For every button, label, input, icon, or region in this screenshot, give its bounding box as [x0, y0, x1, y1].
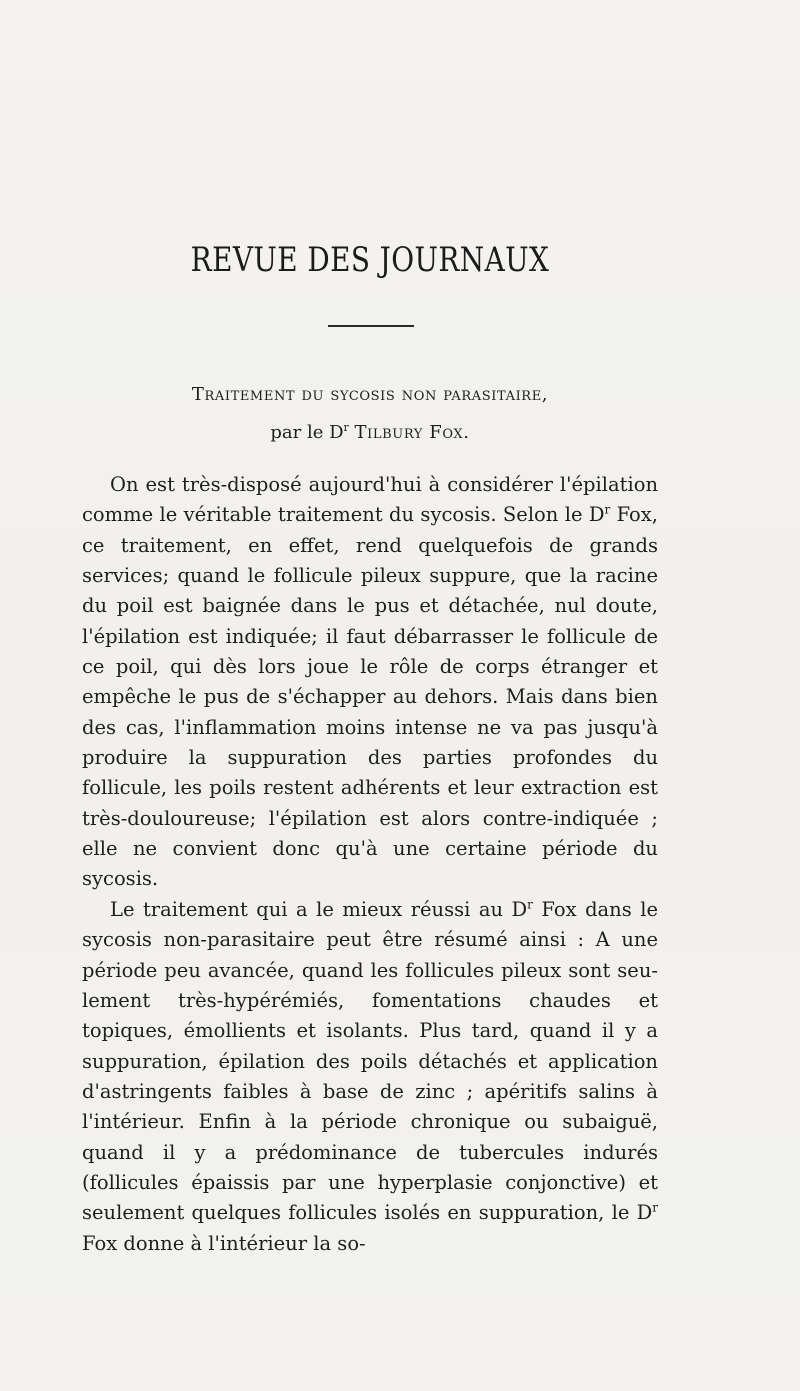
article-author-prefix: par le D	[270, 422, 344, 443]
superscript: r	[604, 502, 611, 517]
text-run: Fox donne à l'intérieur la so-	[82, 1231, 366, 1255]
article-author-name: Tilbury Fox.	[354, 422, 470, 443]
text-run: Fox dans le sycosis non-parasitaire peut être résumé ainsi : A une période peu avancée, quand les follicules pileux sont seulement très-hypérémiés, fomentations chaudes et topiques, émollients et isolants. Plus tard, quand il y a suppuration, épilation des poils détachés et application d'astringents faibles à base de zinc ; apéritifs salins à l'intérieur. Enfin à la période chronique ou subaiguë, quand il y a prédominance de tubercules indurés (follicules épaissis par une hyperplasie conjonctive) et seulement quelques follicules isolés en suppuration, le D	[82, 897, 658, 1225]
article-title-line-2	[82, 411, 658, 449]
heading-rule	[328, 325, 414, 327]
paragraph-1	[82, 470, 658, 895]
article-author-sup: r	[343, 421, 349, 434]
text-run: Fox, ce traitement, en effet, rend quelquefois de grands services; quand le follicule pileux suppure, que la racine du poil est baignée dans le pus et détachée, nul doute, l'épilation est indiquée; il faut débarrasser le follicule de ce poil, qui dès lors joue le rôle de corps étranger et empêche le pus de s'échapper au dehors. Mais dans bien des cas, l'inflammation moins intense ne va pas jusqu'à produire la suppuration des parties profondes du follicule, les poils restent adhérents et leur extraction est très-douloureuse; l'épilation est alors contre-indiquée ; elle ne convient donc qu'à une certaine période du sycosis.	[82, 503, 658, 891]
superscript: r	[652, 1200, 658, 1215]
article-title-main: Traitement du sycosis non parasitaire,	[191, 384, 549, 405]
superscript: r	[527, 897, 533, 912]
journal-heading: REVUE DES JOURNAUX	[190, 240, 550, 280]
text-run: On est très-disposé aujourd'hui à considérer l'épilation comme le véritable traitement du sycosis. Selon le D	[82, 473, 658, 527]
article-title-line-1	[82, 378, 658, 411]
article-body	[82, 470, 658, 1259]
text-run: Le traitement qui a le mieux réussi au D	[110, 897, 528, 921]
article-title	[82, 378, 658, 449]
paragraph-2	[82, 895, 658, 1259]
